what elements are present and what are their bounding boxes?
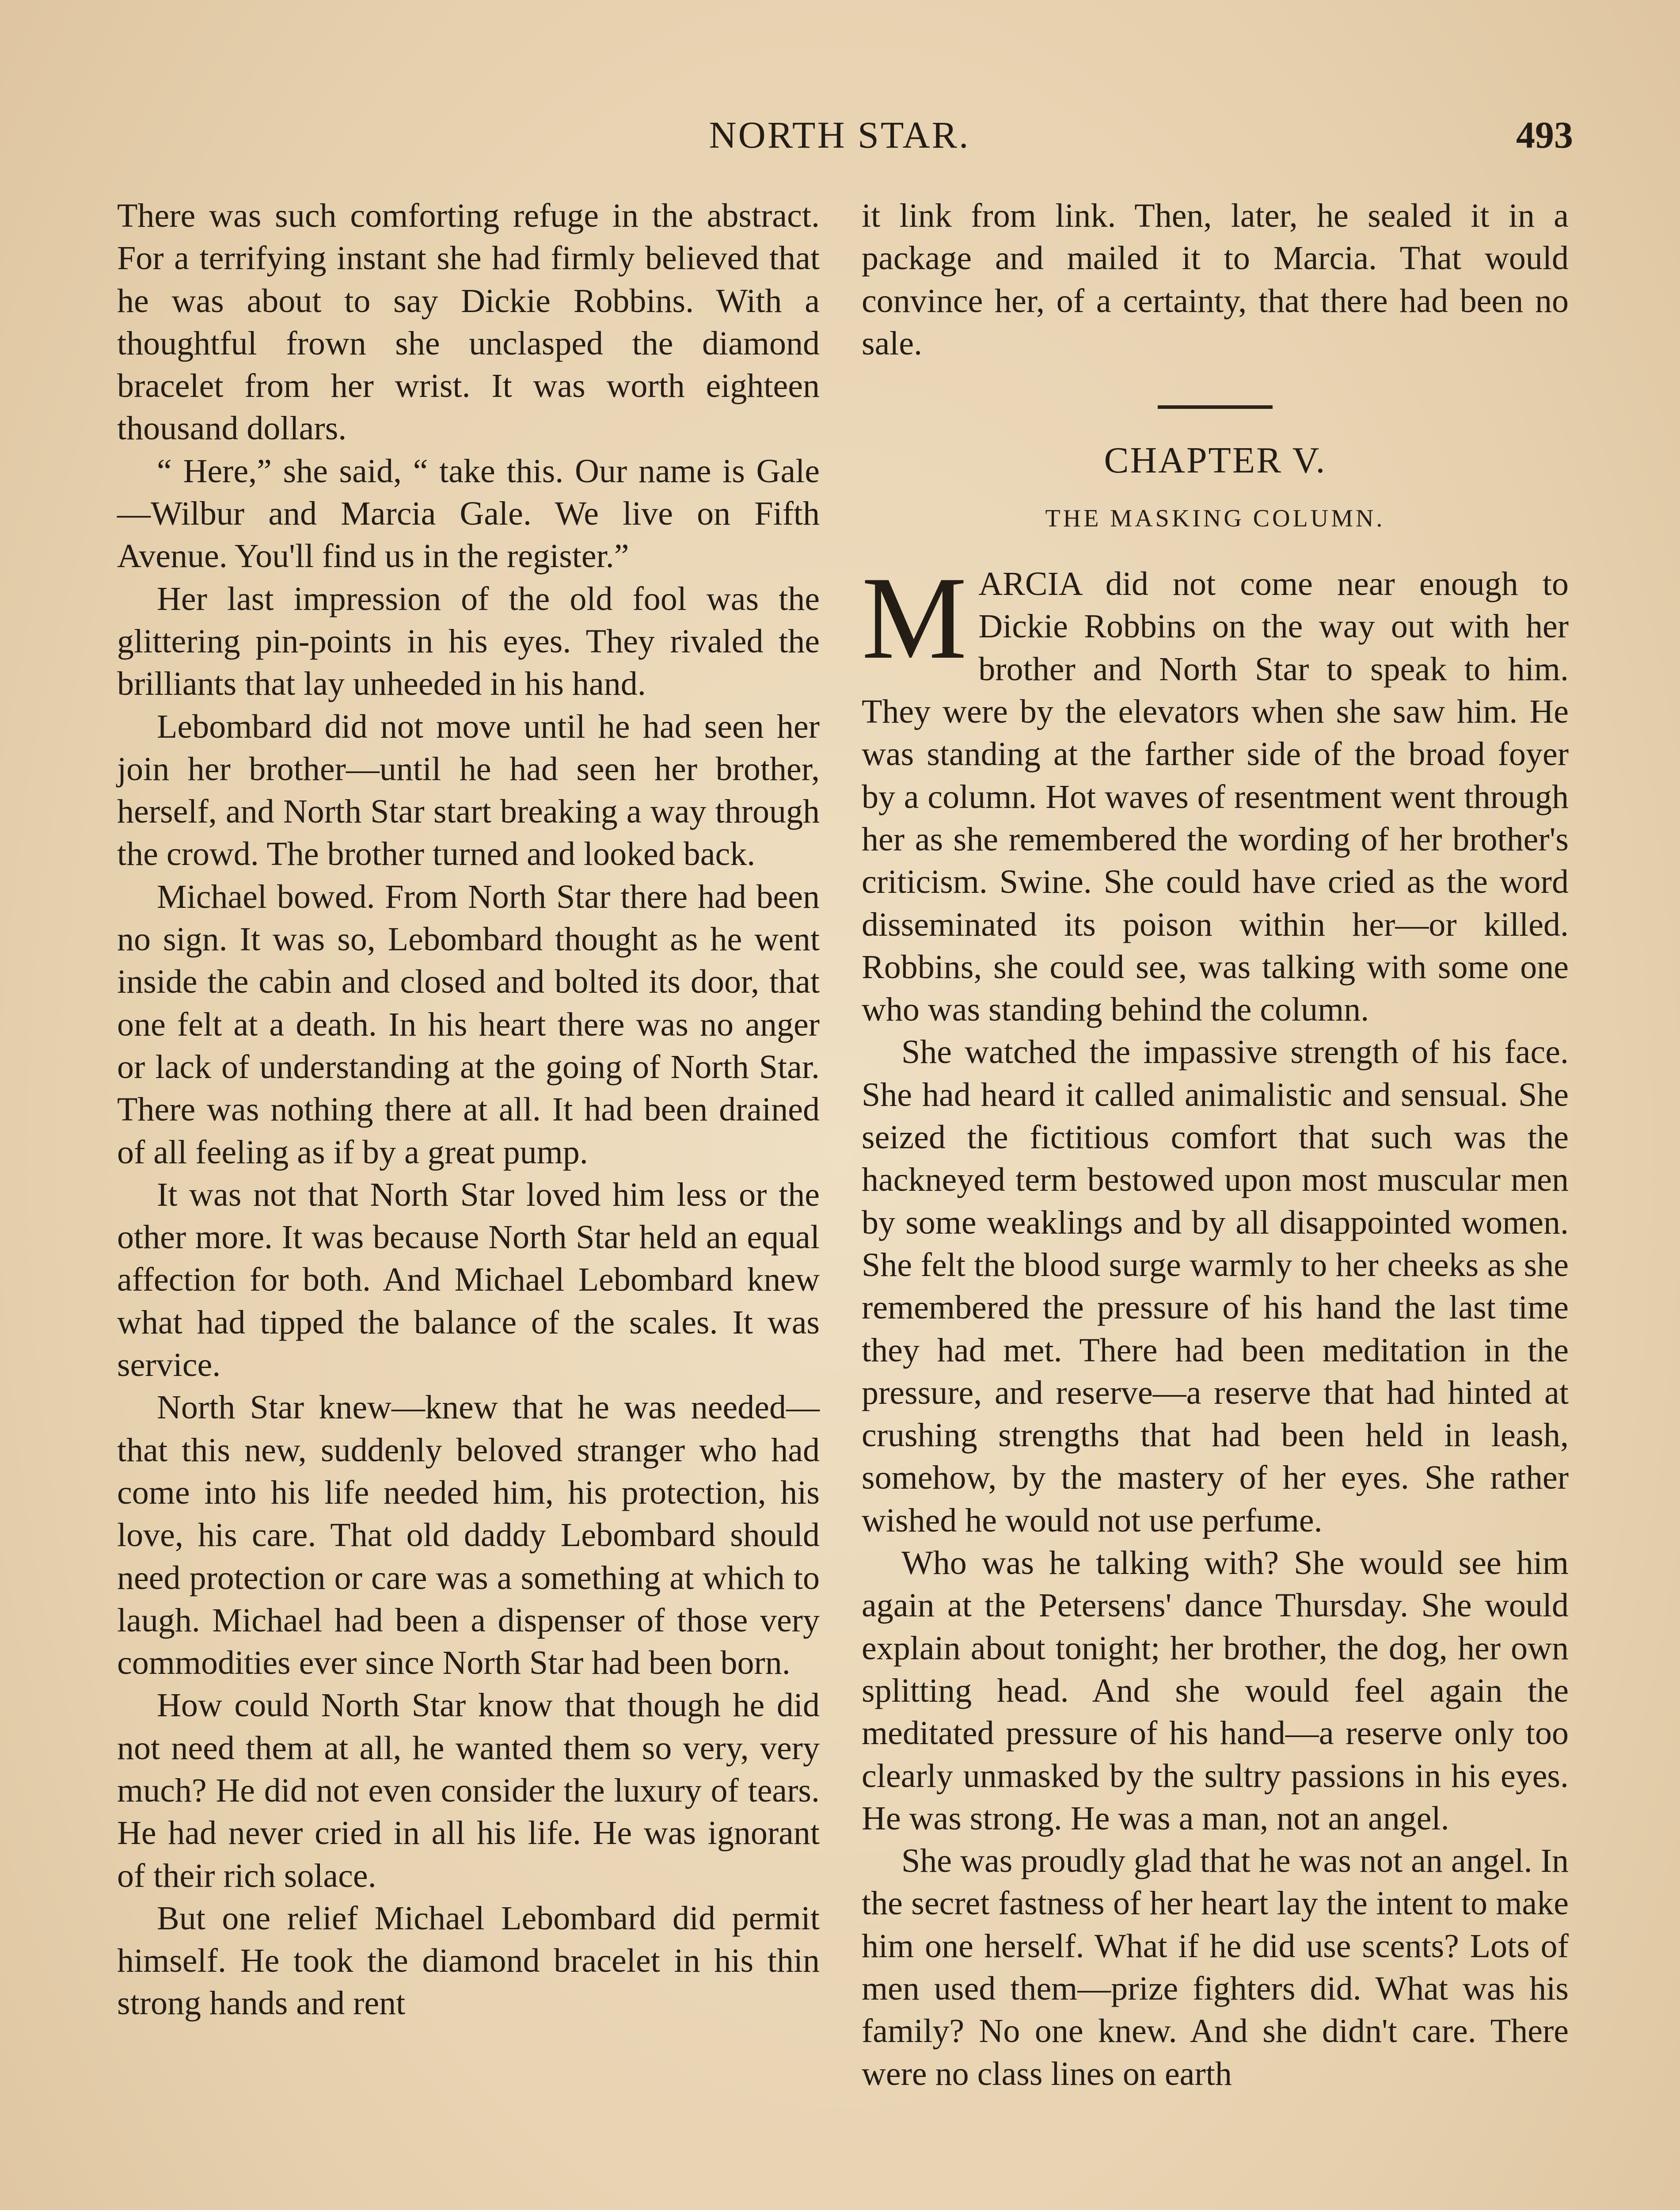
paragraph: It was not that North Star loved him less or the other more. It was because North Star held an equal affection for both. And Michael Lebombard knew what had tipped the balance of the scales. It was service.	[117, 1176, 820, 1384]
chapter-subtitle: THE MASKING COLUMN.	[1045, 505, 1385, 533]
drop-cap: M	[862, 552, 967, 684]
paragraph: She watched the impassive strength of his face. She had heard it called animalistic and sensual. She seized the fictitious comfort that such was the hackneyed term bestowed upon most muscular men by some weaklings and by all disappointed women. She felt the blood surge warmly to her cheeks as she remembered the pressure of his hand the last time they had met. There had been meditation in the pressure, and reserve—a reserve that had hinted at crushing strengths that had been held in leash, somehow, by the mastery of her eyes. She rather wished he would not use perfume.	[862, 1033, 1569, 1539]
paragraph: North Star knew—knew that he was needed—that this new, suddenly beloved stranger who had come into his life needed him, his protection, his love, his care. That old daddy Lebombard should need protection or care was a something at which to laugh. Michael had been a dispenser of those very commodities ever since North Star had been born.	[117, 1389, 820, 1682]
section-divider	[1158, 405, 1273, 409]
paragraph: “ Here,” she said, “ take this. Our name is Gale—Wilbur and Marcia Gale. We live on Fifth Avenue. You'll find us in the register.”	[117, 452, 820, 575]
page-number: 493	[1516, 114, 1573, 156]
paragraph: Her last impression of the old fool was the glittering pin-points in his eyes. They rivaled the brilliants that lay unheeded in his hand.	[117, 580, 820, 703]
paragraph: But one relief Michael Lebombard did permit himself. He took the diamond bracelet in his thin strong hands and rent	[117, 1899, 820, 2022]
chapter-title: CHAPTER V.	[1104, 440, 1327, 481]
chapter-body	[862, 552, 1569, 2095]
right-column	[862, 194, 1569, 2095]
paragraph: Lebombard did not move until he had seen her join her brother—until he had seen her brother, herself, and North Star start breaking a way through the crowd. The brother turned and looked back.	[117, 708, 820, 873]
paragraph: it link from link. Then, later, he sealed it in a package and mailed it to Marcia. That would convince her, of a certainty, that there had been no sale.	[862, 197, 1569, 362]
chapter-opening-paragraph	[862, 552, 1569, 1031]
running-header-title: NORTH STAR.	[709, 114, 970, 156]
paragraph: How could North Star know that though he did not need them at all, he wanted them so very, very much? He did not even consider the luxury of tears. He had never cried in all his life. He was ignorant of their rich solace.	[117, 1687, 820, 1894]
left-column	[117, 194, 820, 2025]
opening-text: ARCIA did not come near enough to Dickie Robbins on the way out with her brother and North Star to speak to him. They were by the elevators when she saw him. He was standing at the farther side of the broad foyer by a column. Hot waves of resentment went through her as she remembered the wording of her brother's criticism. Swine. She could have cried as the word disseminated its poison within her—or killed. Robbins, she could see, was talking with some one who was standing behind the column.	[862, 565, 1569, 1029]
paragraph: She was proudly glad that he was not an angel. In the secret fastness of her heart lay the intent to make him one herself. What if he did use scents? Lots of men used them—prize fighters did. What was his family? No one knew. And she didn't care. There were no class lines on earth	[862, 1842, 1569, 2092]
paragraph: There was such comforting refuge in the abstract. For a terrifying instant she had firmly believed that he was about to say Dickie Robbins. With a thoughtful frown she unclasped the diamond bracelet from her wrist. It was worth eighteen thousand dollars.	[117, 197, 820, 447]
paragraph: Michael bowed. From North Star there had been no sign. It was so, Lebombard thought as he went inside the cabin and closed and bolted its door, that one felt at a death. In his heart there was no anger or lack of understanding at the going of North Star. There was nothing there at all. It had been drained of all feeling as if by a great pump.	[117, 878, 820, 1171]
paragraph: Who was he talking with? She would see him again at the Petersens' dance Thursday. She would explain about tonight; her brother, the dog, her own splitting head. And she would feel again the meditated pressure of his hand—a reserve only too clearly unmasked by the sultry passions in his eyes. He was strong. He was a man, not an angel.	[862, 1544, 1569, 1837]
